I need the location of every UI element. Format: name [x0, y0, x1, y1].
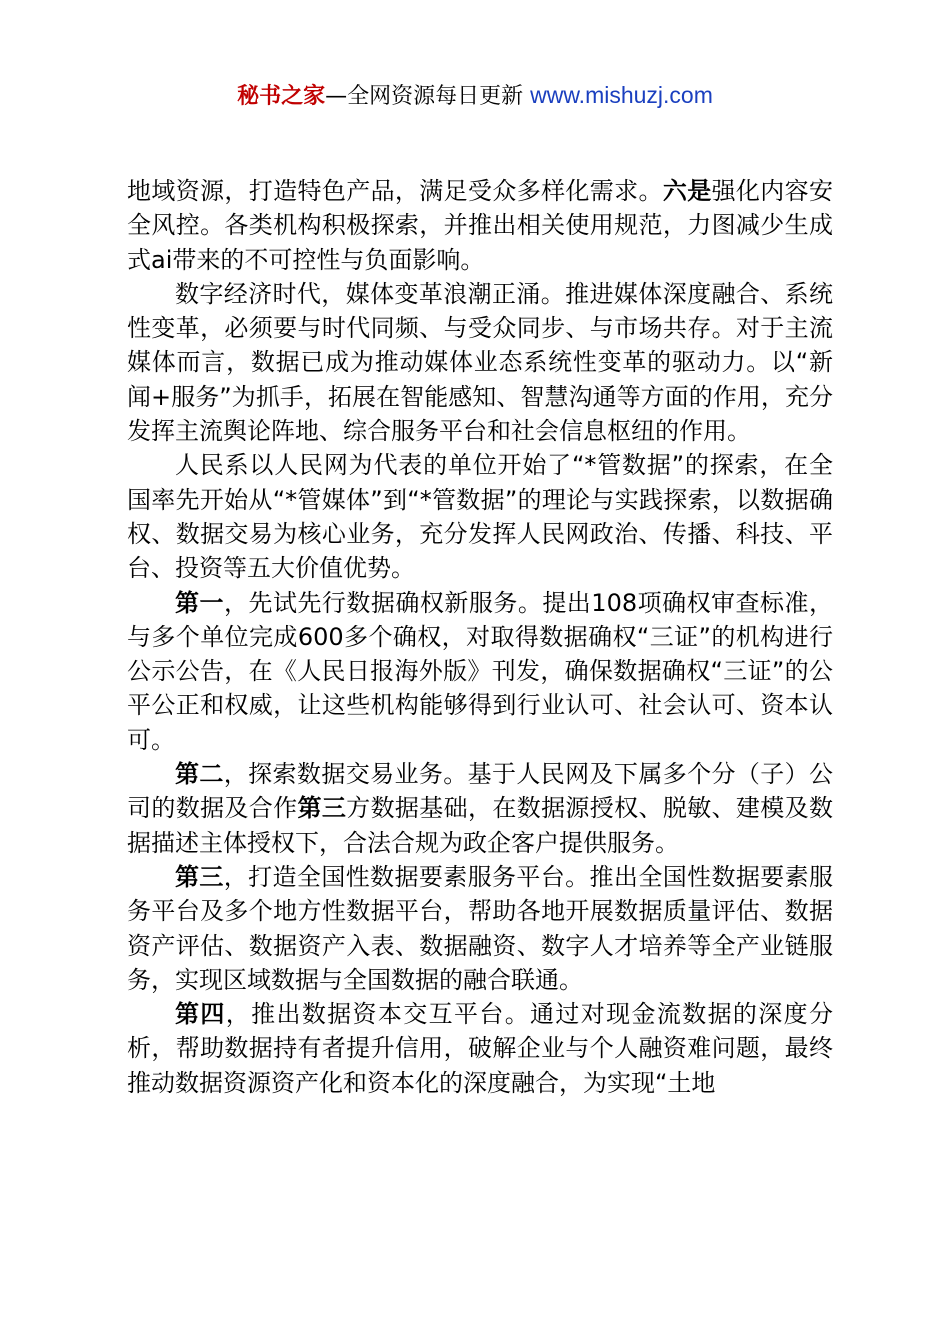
bold-lead: 第四 [175, 1000, 226, 1029]
site-url-link[interactable]: www.mishuzj.com [530, 82, 713, 108]
site-brand: 秘书之家 [237, 84, 326, 109]
bold-lead: 六是 [662, 177, 712, 205]
paragraph-7: 第四，推出数据资本交互平台。通过对现金流数据的深度分析，帮助数据持有者提升信用，破解企业与个人融资难问题，最终推动数据资源资产化和资本化的深度融合，为实现“土地 [127, 1000, 834, 1097]
paragraph-6: 第三，打造全国性数据要素服务平台。推出全国性数据要素服务平台及多个地方性数据平台，帮助各地开展数据质量评估、数据资产评估、数据资产入表、数据融资、数字人才培养等全产业链服务，实现区域数据与全国数据的融合联通。 [127, 862, 834, 994]
page-header [0, 80, 950, 112]
site-tagline: —全网资源每日更新 [325, 84, 531, 109]
paragraph-2: 数字经济时代，媒体变革浪潮正涌。推进媒体深度融合、系统性变革，必须要与时代同频、与受众同步、与市场共存。对于主流媒体而言，数据已成为推动媒体业态系统性变革的驱动力。以“新闻+服务”为抓手，拓展在智能感知、智慧沟通等方面的作用，充分发挥主流舆论阵地、综合服务平台和社会信息枢纽的作用。 [127, 279, 833, 446]
bold-lead: 第二 [175, 760, 224, 789]
bold-lead: 第一 [175, 588, 224, 617]
bold-inline: 第三 [297, 794, 347, 823]
paragraph-5: 第二，探索数据交易业务。基于人民网及下属多个分（子）公司的数据及合作第三方数据基础，在数据源授权、脱敏、建模及数据描述主体授权下，合法合规为政企客户提供服务。 [127, 760, 834, 857]
document-body [127, 174, 833, 1100]
paragraph-3: 人民系以人民网为代表的单位开始了“*管数据”的探索，在全国率先开始从“*管媒体”到“*管数据”的理论与实践探索，以数据确权、数据交易为核心业务，充分发挥人民网政治、传播、科技、平台、投资等五大价值优势。 [127, 451, 833, 583]
paragraph-4: 第一，先试先行数据确权新服务。提出108项确权审查标准，与多个单位完成600多个确权，对取得数据确权“三证”的机构进行公示公告，在《人民日报海外版》刊发，确保数据确权“三证”的公平公正和权威，让这些机构能够得到行业认可、社会认可、资本认可。 [127, 588, 834, 754]
paragraph-1: 地域资源，打造特色产品，满足受众多样化需求。六是强化内容安全风控。各类机构积极探索，并推出相关使用规范，力图减少生成式ai带来的不可控性与负面影响。 [127, 177, 834, 274]
bold-lead: 第三 [175, 862, 224, 891]
